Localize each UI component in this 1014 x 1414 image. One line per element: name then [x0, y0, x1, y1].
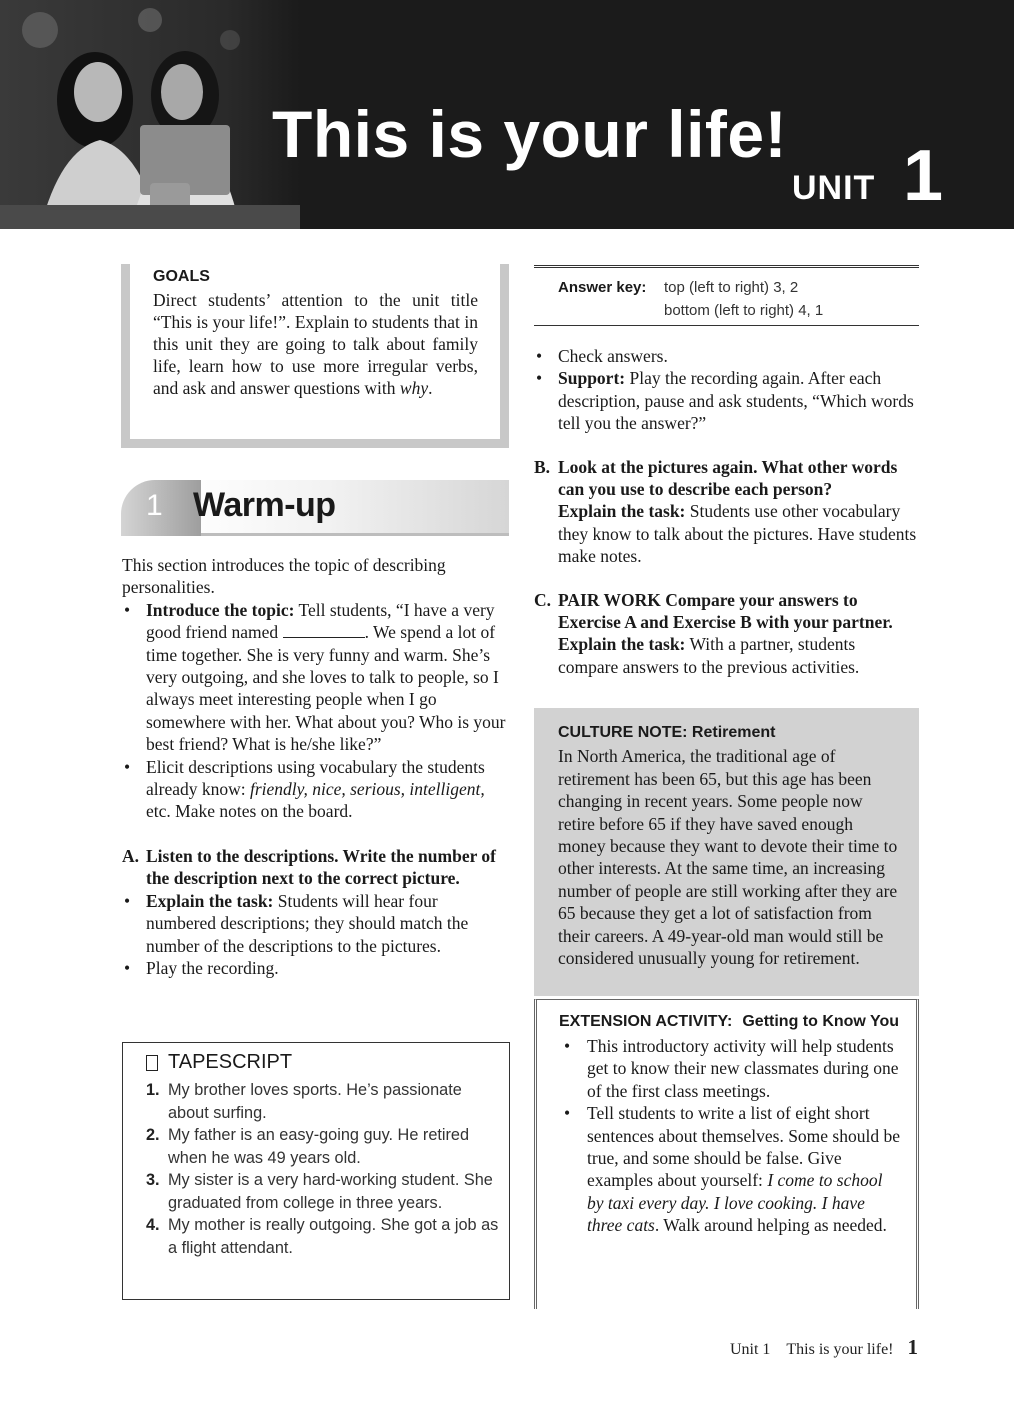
right-column	[534, 345, 918, 678]
list-item: • Support: Play the recording again. After each description, pause and ask students, “Which words tell you the answer?”	[534, 367, 918, 434]
exercise-a	[122, 845, 507, 979]
extension-label: EXTENSION ACTIVITY:	[559, 1013, 733, 1030]
list-item: 1. My brother loves sports. He’s passionate about surfing.	[146, 1081, 462, 1122]
audio-icon	[146, 1055, 158, 1071]
list-item: 3. My sister is a very hard-working student. She graduated from college in three years.	[146, 1171, 493, 1212]
students-photo	[0, 0, 300, 229]
extension-title: Getting to Know You	[742, 1013, 900, 1030]
tapescript-box	[122, 1042, 510, 1300]
answer-key	[534, 265, 919, 326]
tapescript-list	[146, 1079, 499, 1259]
list-item: • Play the recording.	[122, 957, 507, 979]
left-column	[122, 554, 507, 979]
unit-number: 1	[903, 136, 944, 216]
culture-heading: CULTURE NOTE: Retirement	[558, 724, 776, 741]
list-item: • Introduce the topic: Tell students, “I have a very good friend named . We spend a lot of time together. She is very funny and warm. She’s very outgoing, and she loves to talk to people, so I always meet interesting people when I go somewhere with her. What about you? Who is your best friend? What is he/she like?”	[122, 599, 507, 756]
exercise-letter: C.	[534, 589, 552, 610]
list-item: • Check answers.	[534, 345, 918, 367]
answer-key-label: Answer key:	[558, 279, 647, 296]
page-footer	[730, 1335, 918, 1360]
list-item: • Elicit descriptions using vocabulary the students already know: friendly, nice, serious, intelligent, etc. Make notes on the board.	[122, 756, 507, 823]
page-number: 1	[907, 1335, 918, 1359]
tapescript-heading: TAPESCRIPT	[168, 1051, 293, 1073]
list-item: • Tell students to write a list of eight short sentences about themselves. Some should be true, and some should be false. Give examples about yourself: I come to school by taxi every day. I love cooking. I have three cats. Walk around helping as needed.	[559, 1102, 902, 1236]
exercise-letter: A.	[122, 845, 140, 866]
goals-heading: GOALS	[153, 268, 210, 285]
section-header	[121, 480, 509, 536]
blank-line	[283, 622, 365, 638]
unit-label: UNIT	[792, 169, 876, 207]
goals-box	[121, 264, 509, 448]
culture-note	[534, 708, 919, 996]
section-intro: This section introduces the topic of describing personalities.	[122, 555, 446, 598]
unit-banner	[0, 0, 1014, 229]
exercise-b: B. Look at the pictures again. What other words can you use to describe each person? Explain the task: Students use other vocabulary they know to talk about the pictures. Have students make notes.	[534, 456, 917, 567]
section-number: 1	[146, 489, 163, 522]
list-item: • Explain the task: Students will hear four numbered descriptions; they should match the number of the descriptions to the pictures.	[122, 890, 507, 957]
answer-key-line: top (left to right) 3, 2	[664, 279, 799, 296]
answer-key-line: bottom (left to right) 4, 1	[664, 302, 824, 319]
unit-title: This is your life!	[272, 97, 788, 171]
footer-unit: Unit 1	[729, 1341, 771, 1358]
warmup-bullets	[122, 599, 507, 823]
culture-text: In North America, the traditional age of retirement has been 65, but this age has been changing in recent years. Some people now retire before 65 if they have saved enough money because they want to devote their time to other interests. At the same time, an increasing number of people are still working after they are 65 because they get a lot of satisfaction from their careers. A 49-year-old man would still be considered unusually young for retirement.	[558, 746, 898, 969]
exercise-c: C. PAIR WORK Compare your answers to Exercise A and Exercise B with your partner. Explain the task: With a partner, students compare answers to the previous activities.	[534, 589, 893, 677]
goals-text: Direct students’ attention to the unit title “This is your life!”. Explain to students that in this unit they are going to talk about family life, learn how to use more irregular verbs, and ask and answer questions with why.	[153, 290, 478, 398]
extension-activity	[534, 999, 919, 1309]
list-item: 4. My mother is really outgoing. She got a job as a flight attendant.	[146, 1216, 499, 1257]
exercise-a-instruction: Listen to the descriptions. Write the number of the description next to the correct picture.	[146, 845, 496, 889]
list-item: • This introductory activity will help students get to know their new classmates during one of the first class meetings.	[559, 1035, 902, 1102]
section-title: Warm-up	[193, 486, 336, 524]
footer-title: This is your life!	[786, 1341, 894, 1358]
list-item: 2. My father is an easy-going guy. He retired when he was 49 years old.	[146, 1126, 470, 1167]
exercise-letter: B.	[534, 456, 551, 477]
